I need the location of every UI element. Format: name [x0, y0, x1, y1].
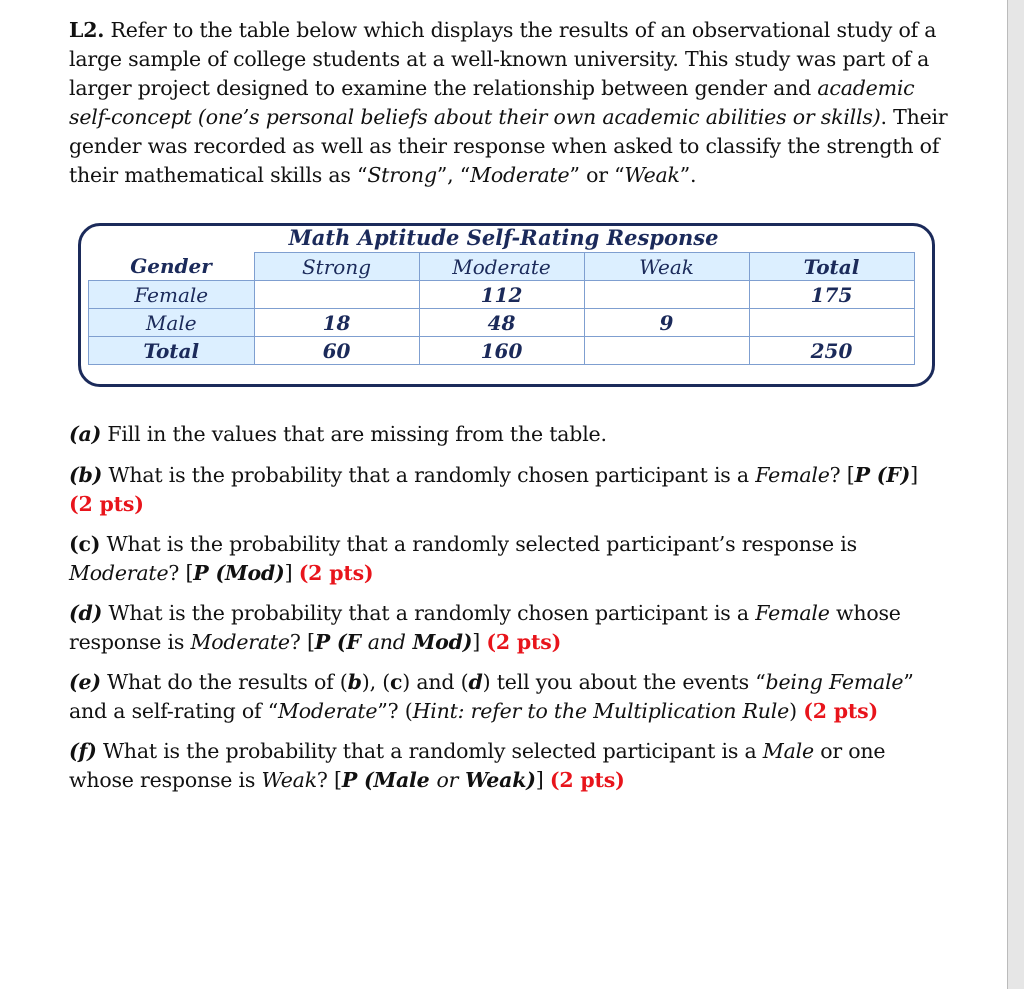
text-segment: Fill in the values that are missing from the table.	[101, 422, 607, 446]
text-segment: Moderate	[470, 163, 570, 187]
text-segment: academic self-concept (one’s personal beliefs about their own academic abilities or skills)	[69, 76, 915, 129]
column-header: Weak	[584, 253, 749, 281]
table-cell	[584, 337, 749, 365]
text-segment: ]	[472, 630, 487, 654]
text-segment: Hint: refer to the Multiplication Rule	[412, 699, 790, 723]
table-cell	[254, 281, 419, 309]
column-header: Total	[749, 253, 914, 281]
table-cell: 60	[254, 337, 419, 365]
table-cell: 160	[419, 337, 584, 365]
row-label: Male	[89, 309, 255, 337]
text-segment: What is the probability that a randomly selected participant’s response is	[100, 532, 857, 556]
window-gutter	[1008, 0, 1024, 989]
text-segment: or one whose response is	[69, 739, 886, 792]
question-c	[69, 530, 949, 588]
text-segment: ? [	[316, 768, 342, 792]
text-segment: Weak)	[458, 768, 536, 792]
text-segment: ? [	[289, 630, 315, 654]
text-segment: Refer to the table below which displays the results of an observational study of a large sample of college students at a well-known university. This study was part of a larger project designed to examine the relationship between gender and	[69, 18, 937, 100]
table-cell: 18	[254, 309, 419, 337]
problem-intro	[69, 16, 949, 190]
text-segment: Weak	[261, 768, 317, 792]
text-segment: Moderate	[190, 630, 290, 654]
text-segment: )	[789, 699, 804, 723]
row-label: Female	[89, 281, 255, 309]
row-label: Total	[89, 337, 255, 365]
text-segment: ) and (	[402, 670, 469, 694]
table-row	[89, 281, 915, 309]
column-header: Strong	[254, 253, 419, 281]
text-segment: (a)	[69, 422, 102, 446]
table-cell: 9	[584, 309, 749, 337]
text-segment: ” or “	[569, 163, 625, 187]
table-cell: 250	[749, 337, 914, 365]
text-segment: Mod)	[405, 630, 473, 654]
table-cell: 112	[419, 281, 584, 309]
text-segment: ”.	[679, 163, 697, 187]
text-segment: or	[436, 768, 459, 792]
text-segment: Moderate	[277, 699, 378, 723]
text-segment: What is the probability that a randomly chosen participant is a	[102, 463, 756, 487]
text-segment: ” and a self-rating of “	[69, 670, 914, 723]
question-a	[69, 420, 949, 449]
question-d	[69, 599, 949, 657]
column-header: Moderate	[419, 253, 584, 281]
text-segment: Weak	[624, 163, 680, 187]
text-segment: ]	[284, 561, 299, 585]
text-segment: Male	[762, 739, 814, 763]
text-segment: P (Mod)	[193, 561, 285, 585]
table-row	[89, 337, 915, 365]
text-segment: ), (	[361, 670, 390, 694]
text-segment: d	[468, 670, 483, 694]
text-segment: ”? (	[377, 699, 413, 723]
text-segment: P (F	[314, 630, 368, 654]
text-segment: L2.	[69, 18, 105, 42]
text-segment: being Female	[765, 670, 904, 694]
points-label: (2 pts)	[298, 561, 374, 585]
text-segment: Female	[755, 601, 830, 625]
text-segment: (d)	[69, 601, 103, 625]
text-segment: P (F)	[854, 463, 911, 487]
text-segment: Female	[755, 463, 830, 487]
text-segment: Strong	[367, 163, 437, 187]
text-segment: . Their gender was recorded as well as their response when asked to classify the strength of their mathematical skills as “	[69, 105, 948, 187]
text-segment: What is the probability that a randomly selected participant is a	[96, 739, 763, 763]
points-label: (2 pts)	[549, 768, 625, 792]
text-segment: ? [	[829, 463, 855, 487]
text-segment: (f)	[69, 739, 97, 763]
text-segment: c	[390, 670, 403, 694]
question-f	[69, 737, 949, 795]
text-segment: ”, “	[436, 163, 471, 187]
question-b	[69, 461, 949, 519]
text-segment: (c)	[69, 532, 101, 556]
text-segment: (e)	[69, 670, 101, 694]
contingency-table	[88, 252, 915, 365]
text-segment: ? [	[168, 561, 194, 585]
table-title: Math Aptitude Self-Rating Response	[288, 225, 719, 250]
text-segment: and	[367, 630, 406, 654]
table-cell: 175	[749, 281, 914, 309]
text-segment: Moderate	[69, 561, 169, 585]
text-segment: What do the results of (	[100, 670, 348, 694]
table-cell	[749, 309, 914, 337]
text-segment: What is the probability that a randomly chosen participant is a	[102, 601, 756, 625]
text-segment: ) tell you about the events “	[482, 670, 766, 694]
text-segment: (b)	[69, 463, 103, 487]
points-label: (2 pts)	[803, 699, 878, 723]
points-label: (2 pts)	[486, 630, 562, 654]
text-segment: ]	[535, 768, 550, 792]
table-cell	[584, 281, 749, 309]
question-e	[69, 668, 949, 726]
text-segment: b	[347, 670, 362, 694]
points-label: (2 pts)	[69, 492, 144, 516]
table-row	[89, 309, 915, 337]
text-segment: whose response is	[69, 601, 901, 654]
table-cell: 48	[419, 309, 584, 337]
text-segment: ]	[910, 463, 918, 487]
text-segment: P (Male	[341, 768, 437, 792]
column-header: Gender	[89, 253, 255, 281]
